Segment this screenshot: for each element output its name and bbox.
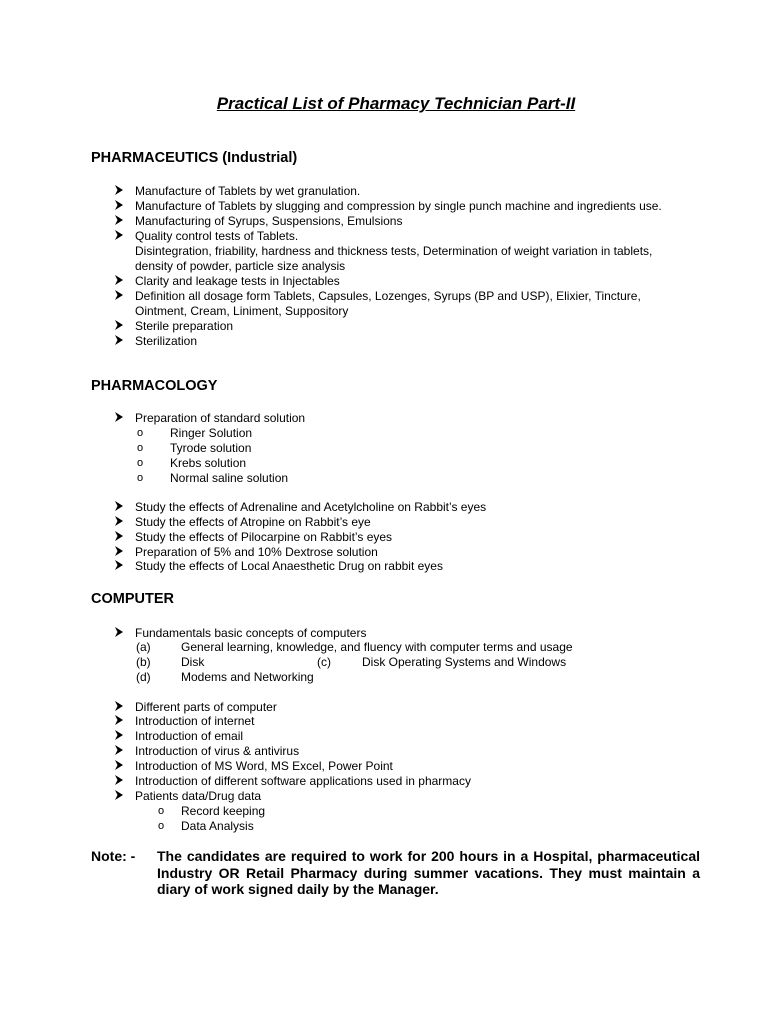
lettered-label: (b) <box>136 655 151 669</box>
lettered-item: Disk <box>181 655 205 669</box>
sub-bullet-marker: o <box>158 805 165 817</box>
list-item: Study the effects of Pilocarpine on Rabbit’s eyes <box>135 530 393 544</box>
lettered-label: (d) <box>136 670 151 684</box>
document-title: Practical List of Pharmacy Technician Part-II <box>216 94 576 113</box>
arrowhead-bullet-icon <box>113 229 125 244</box>
arrowhead-bullet-icon <box>113 411 125 426</box>
lettered-item: Modems and Networking <box>181 670 314 684</box>
list-item: Introduction of MS Word, MS Excel, Power Point <box>135 759 393 773</box>
sub-list-item: Krebs solution <box>170 456 247 470</box>
section-heading-pharmaceutics: PHARMACEUTICS (Industrial) <box>91 150 298 166</box>
sub-list-item: Ringer Solution <box>170 426 253 440</box>
sub-list-item: Record keeping <box>181 804 266 818</box>
arrowhead-bullet-icon <box>113 545 125 560</box>
list-item: Sterile preparation <box>135 319 234 333</box>
arrowhead-bullet-icon <box>113 500 125 515</box>
sub-bullet-marker: o <box>158 820 165 832</box>
list-item: Patients data/Drug data <box>135 789 262 803</box>
arrowhead-bullet-icon <box>113 774 125 789</box>
list-item: Study the effects of Atropine on Rabbit’s eye <box>135 515 371 529</box>
list-item: Different parts of computer <box>135 700 277 714</box>
arrowhead-bullet-icon <box>113 515 125 530</box>
list-item: Definition all dosage form Tablets, Capsules, Lozenges, Syrups (BP and USP), Elixier, Tincture, <box>135 289 641 303</box>
list-item: Introduction of email <box>135 729 244 743</box>
list-item: Sterilization <box>135 334 198 348</box>
arrowhead-bullet-icon <box>113 530 125 545</box>
list-item: Study the effects of Adrenaline and Acetylcholine on Rabbit’s eyes <box>135 500 487 514</box>
note-text: The candidates are required to work for 200 hours in a Hospital, pharmaceutical Industry OR Retail Pharmacy during summer vacations. They must maintain a diary of work signed daily by the Manager. <box>157 848 700 897</box>
section-heading-computer: COMPUTER <box>91 591 174 607</box>
list-item: Introduction of virus & antivirus <box>135 744 300 758</box>
list-item: Manufacture of Tablets by slugging and compression by single punch machine and ingredients use. <box>135 199 662 213</box>
arrowhead-bullet-icon <box>113 319 125 334</box>
list-item: Manufacture of Tablets by wet granulation. <box>135 184 361 198</box>
list-item-continuation: Ointment, Cream, Liniment, Suppository <box>135 304 349 318</box>
sub-list-item: Normal saline solution <box>170 471 289 485</box>
list-item: Fundamentals basic concepts of computers <box>135 626 367 640</box>
section-heading-pharmacology: PHARMACOLOGY <box>91 378 218 394</box>
arrowhead-bullet-icon <box>113 289 125 304</box>
arrowhead-bullet-icon <box>113 274 125 289</box>
arrowhead-bullet-icon <box>113 184 125 199</box>
list-item: Preparation of 5% and 10% Dextrose solution <box>135 545 378 559</box>
sub-bullet-marker: o <box>137 472 144 484</box>
list-item: Introduction of different software applications used in pharmacy <box>135 774 471 788</box>
note-label: Note: - <box>91 848 136 864</box>
lettered-label: (a) <box>136 640 151 654</box>
lettered-item: Disk Operating Systems and Windows <box>362 655 567 669</box>
lettered-item: General learning, knowledge, and fluency with computer terms and usage <box>181 640 573 654</box>
sub-list-item: Data Analysis <box>181 819 254 833</box>
arrowhead-bullet-icon <box>113 214 125 229</box>
arrowhead-bullet-icon <box>113 714 125 729</box>
sub-bullet-marker: o <box>137 427 144 439</box>
list-item: Study the effects of Local Anaesthetic Drug on rabbit eyes <box>135 559 443 573</box>
arrowhead-bullet-icon <box>113 789 125 804</box>
arrowhead-bullet-icon <box>113 199 125 214</box>
list-item: Manufacturing of Syrups, Suspensions, Emulsions <box>135 214 403 228</box>
arrowhead-bullet-icon <box>113 744 125 759</box>
arrowhead-bullet-icon <box>113 334 125 349</box>
arrowhead-bullet-icon <box>113 759 125 774</box>
arrowhead-bullet-icon <box>113 700 125 715</box>
list-item-continuation: Disintegration, friability, hardness and thickness tests, Determination of weight variation in tablets, <box>135 244 653 258</box>
arrowhead-bullet-icon <box>113 729 125 744</box>
arrowhead-bullet-icon <box>113 559 125 574</box>
sub-bullet-marker: o <box>137 442 144 454</box>
list-item: Quality control tests of Tablets. <box>135 229 299 243</box>
arrowhead-bullet-icon <box>113 626 125 641</box>
list-item: Introduction of internet <box>135 714 255 728</box>
list-item: Preparation of standard solution <box>135 411 306 425</box>
lettered-label: (c) <box>317 655 331 669</box>
list-item: Clarity and leakage tests in Injectables <box>135 274 340 288</box>
sub-bullet-marker: o <box>137 457 144 469</box>
list-item-continuation: density of powder, particle size analysis <box>135 259 346 273</box>
sub-list-item: Tyrode solution <box>170 441 252 455</box>
